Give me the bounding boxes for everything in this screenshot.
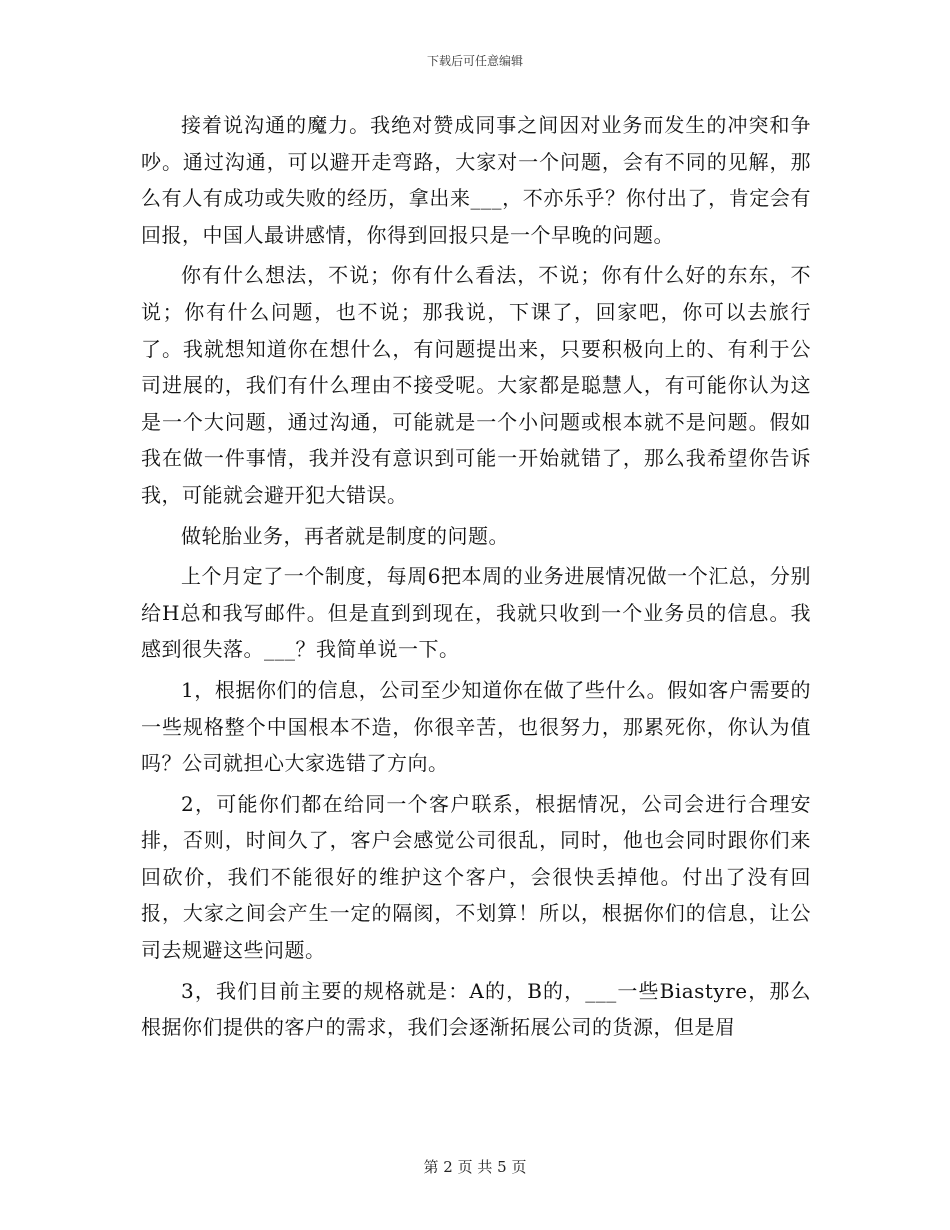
page-number: 第 2 页 共 5 页 bbox=[423, 1158, 527, 1176]
page-header: 下载后可任意编辑 bbox=[426, 54, 523, 68]
paragraph-3: 做轮胎业务，再者就是制度的问题。 bbox=[181, 523, 509, 548]
paragraph-6: 2，可能你们都在给同一个客户联系，根据情况，公司会进行合理安排，否则，时间久了，客户会感觉公司很乱，同时，他也会同时跟你们来回砍价，我们不能很好的维护这个客户，会很快丢掉他。付出了没有回报，大家之间会产生一定的隔阂，不划算！所以，根据你们的信息，让公司去规避这些问题。 bbox=[141, 791, 811, 963]
paragraph-7: 3，我们目前主要的规格就是：A的，B的，___一些Biastyre，那么根据你们提供的客户的需求，我们会逐渐拓展公司的货源，但是眉 bbox=[141, 978, 811, 1040]
document-body bbox=[141, 107, 811, 1050]
paragraph-1: 接着说沟通的魔力。我绝对赞成同事之间因对业务而发生的冲突和争吵。通过沟通，可以避开走弯路，大家对一个问题，会有不同的见解，那么有人有成功或失败的经历，拿出来___，不亦乐乎？你付出了，肯定会有回报，中国人最讲感情，你得到回报只是一个早晚的问题。 bbox=[141, 113, 811, 247]
paragraph-5: 1，根据你们的信息，公司至少知道你在做了些什么。假如客户需要的一些规格整个中国根本不造，你很辛苦，也很努力，那累死你，你认为值吗？公司就担心大家选错了方向。 bbox=[141, 677, 811, 776]
paragraph-2: 你有什么想法，不说；你有什么看法，不说；你有什么好的东东，不说；你有什么问题，也不说；那我说，下课了，回家吧，你可以去旅行了。我就想知道你在想什么，有问题提出来，只要积极向上的、有利于公司进展的，我们有什么理由不接受呢。大家都是聪慧人，有可能你认为这是一个大问题，通过沟通，可能就是一个小问题或根本就不是问题。假如我在做一件事情，我并没有意识到可能一开始就错了，那么我希望你告诉我，可能就会避开犯大错误。 bbox=[141, 263, 811, 507]
paragraph-4: 上个月定了一个制度，每周6把本周的业务进展情况做一个汇总，分别给H总和我写邮件。但是直到到现在，我就只收到一个业务员的信息。我感到很失落。___？我简单说一下。 bbox=[141, 564, 811, 662]
